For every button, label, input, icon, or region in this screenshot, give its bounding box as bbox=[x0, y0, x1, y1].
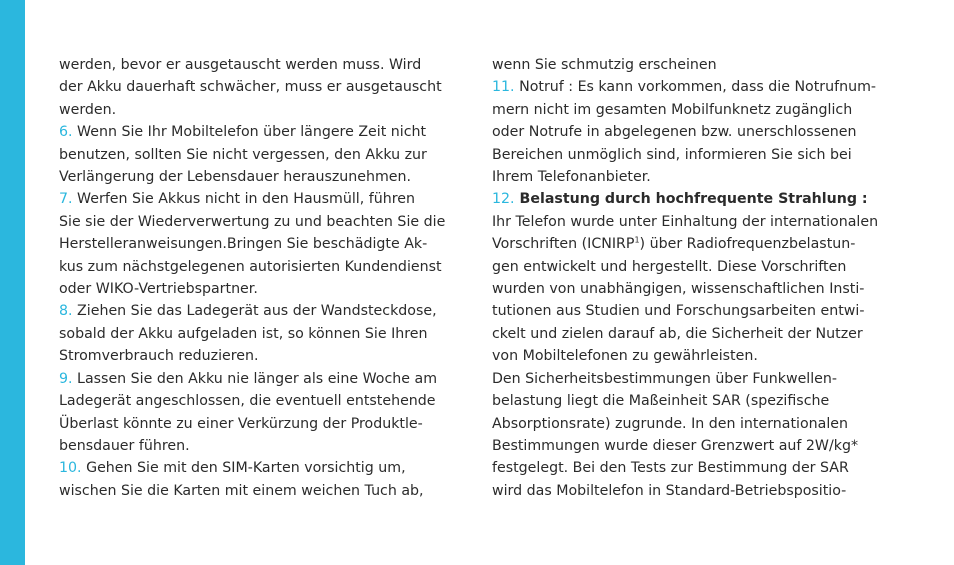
text-line bbox=[59, 300, 452, 322]
text-line: Stromverbrauch reduzieren. bbox=[59, 348, 259, 365]
text-line: Absorptionsrate) zugrunde. In den internationalen bbox=[492, 415, 849, 432]
accent-sidebar bbox=[0, 0, 25, 565]
item-text: Ziehen Sie das Ladegerät aus der Wandsteckdose, bbox=[72, 303, 437, 320]
text-line: tutionen aus Studien und Forschungsarbeiten entwi- bbox=[492, 303, 865, 320]
right-column bbox=[492, 54, 885, 502]
text-line: wenn Sie schmutzig erscheinen bbox=[492, 57, 717, 73]
item-number: 6. bbox=[59, 124, 73, 141]
list-item-12 bbox=[492, 188, 885, 502]
text-fragment: Vorschriften (ICNIRP bbox=[492, 236, 635, 253]
text-line: Sie sie der Wiederverwertung zu und beachten Sie die bbox=[59, 213, 446, 230]
item-text: Gehen Sie mit den SIM-Karten vorsichtig um, bbox=[81, 460, 406, 477]
heading-text: Belastung durch hochfrequente Strahlung : bbox=[514, 191, 868, 208]
text-line: Bereichen unmöglich sind, informieren Sie sich bei bbox=[492, 146, 852, 163]
text-line: Bestimmungen wurde dieser Grenzwert auf 2W/kg* bbox=[492, 437, 859, 454]
text-line: gen entwickelt und hergestellt. Diese Vorschriften bbox=[492, 258, 847, 275]
section-heading bbox=[492, 188, 885, 210]
text-line: kus zum nächstgelegenen autorisierten Kundendienst bbox=[59, 258, 442, 275]
text-line bbox=[492, 233, 885, 255]
item-text: Lassen Sie den Akku nie länger als eine Woche am bbox=[72, 370, 438, 387]
text-line: wurden von unabhängigen, wissenschaftlichen Insti- bbox=[492, 281, 865, 298]
text-line: Verlängerung der Lebensdauer herauszunehmen. bbox=[59, 169, 412, 186]
text-line: benutzen, sollten Sie nicht vergessen, den Akku zur bbox=[59, 146, 427, 163]
text-line: ckelt und zielen darauf ab, die Sicherheit der Nutzer bbox=[492, 325, 863, 342]
text-line bbox=[59, 121, 452, 143]
text-line: sobald der Akku aufgeladen ist, so können Sie Ihren bbox=[59, 325, 428, 342]
item-number: 12. bbox=[492, 191, 515, 208]
text-line: werden, bevor er ausgetauscht werden muss. Wird bbox=[59, 57, 422, 73]
text-fragment: ) über Radiofrequenzbelastun- bbox=[639, 236, 856, 253]
item-text: Wenn Sie Ihr Mobiltelefon über längere Zeit nicht bbox=[72, 124, 427, 141]
text-line bbox=[59, 457, 452, 479]
text-line: Den Sicherheitsbestimmungen über Funkwellen- bbox=[492, 370, 838, 387]
text-line: Ihr Telefon wurde unter Einhaltung der internationalen bbox=[492, 213, 879, 230]
list-item-10 bbox=[59, 457, 452, 502]
list-item-6 bbox=[59, 121, 452, 188]
text-line: Herstelleranweisungen.Bringen Sie beschädigte Ak- bbox=[59, 236, 428, 253]
text-line: festgelegt. Bei den Tests zur Bestimmung der SAR bbox=[492, 460, 849, 477]
left-column bbox=[59, 54, 452, 502]
item-text: Werfen Sie Akkus nicht in den Hausmüll, führen bbox=[72, 191, 415, 208]
text-line: werden. bbox=[59, 101, 117, 118]
text-line: Überlast könnte zu einer Verkürzung der Produktle- bbox=[59, 415, 423, 432]
text-line bbox=[59, 188, 452, 210]
item-number: 11. bbox=[492, 79, 515, 96]
item-number: 9. bbox=[59, 370, 73, 387]
text-line: von Mobiltelefonen zu gewährleisten. bbox=[492, 348, 758, 365]
text-line: bensdauer führen. bbox=[59, 437, 190, 454]
item-number: 8. bbox=[59, 303, 73, 320]
list-item-7 bbox=[59, 188, 452, 300]
list-item-9 bbox=[59, 368, 452, 458]
text-line: belastung liegt die Maßeinheit SAR (spezifische bbox=[492, 393, 830, 410]
item-number: 7. bbox=[59, 191, 73, 208]
footnote-marker: 1 bbox=[634, 235, 640, 245]
text-line: Ihrem Telefonanbieter. bbox=[492, 169, 651, 186]
list-item-8 bbox=[59, 300, 452, 367]
text-line: mern nicht im gesamten Mobilfunknetz zugänglich bbox=[492, 101, 853, 118]
text-line: oder Notrufe in abgelegenen bzw. unerschlossenen bbox=[492, 124, 857, 141]
item-text: Notruf : Es kann vorkommen, dass die Notrufnum- bbox=[514, 79, 877, 96]
text-line: wird das Mobiltelefon in Standard-Betriebspositio- bbox=[492, 482, 847, 499]
list-item-11 bbox=[492, 76, 885, 188]
text-line: wischen Sie die Karten mit einem weichen Tuch ab, bbox=[59, 482, 424, 499]
text-line bbox=[59, 368, 452, 390]
text-line: oder WIKO-Vertriebspartner. bbox=[59, 281, 258, 298]
item-number: 10. bbox=[59, 460, 82, 477]
text-line: der Akku dauerhaft schwächer, muss er ausgetauscht bbox=[59, 79, 442, 96]
text-line: Ladegerät angeschlossen, die eventuell entstehende bbox=[59, 393, 436, 410]
text-line bbox=[492, 76, 885, 98]
